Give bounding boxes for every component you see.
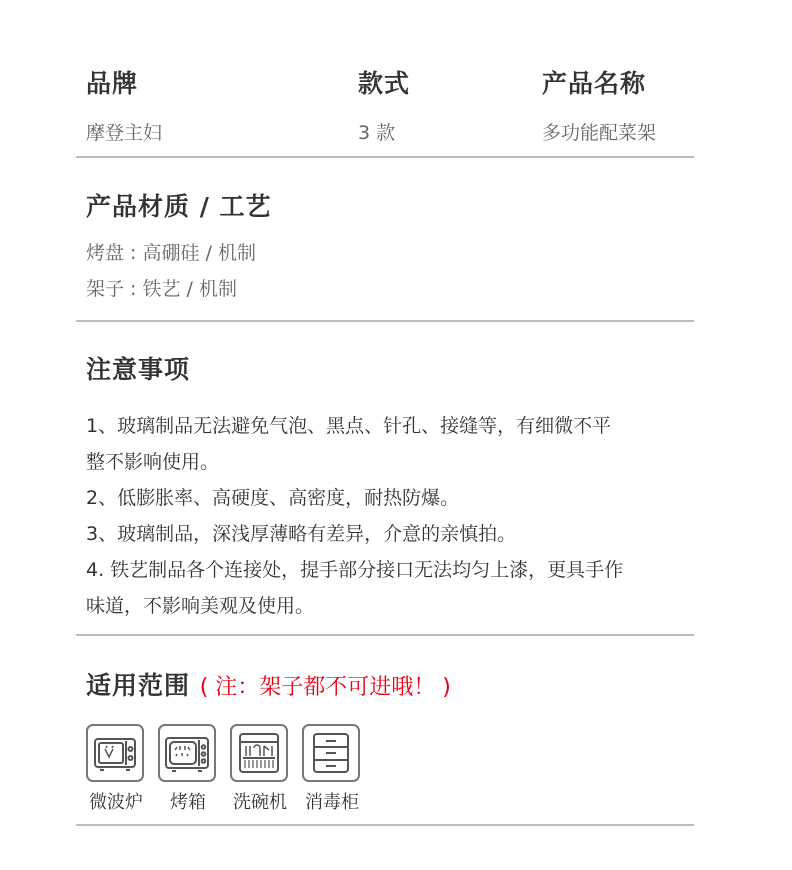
- notes-section: [86, 350, 694, 624]
- oven-icon: [158, 724, 216, 782]
- material-title: 产品材质 / 工艺: [86, 192, 272, 221]
- note-line: 2、低膨胀率、高硬度、高密度，耐热防爆。: [86, 487, 460, 509]
- microwave-icon: [86, 724, 144, 782]
- note-line: 4. 铁艺制品各个连接处，提手部分接口无法均匀上漆，更具手作: [86, 559, 624, 581]
- product-name-column: [542, 64, 656, 145]
- note-line: 3、玻璃制品，深浅厚薄略有差异，介意的亲慎拍。: [86, 523, 517, 545]
- sterilizer-cabinet-icon: [302, 724, 360, 782]
- material-line: 架子 : 铁艺 / 机制: [86, 278, 237, 300]
- usage-item-label: 洗碗机: [233, 792, 287, 813]
- usage-item-label: 微波炉: [89, 792, 143, 813]
- divider: [76, 156, 694, 158]
- note-line: 味道，不影响美观及使用。: [86, 595, 315, 617]
- divider: [76, 634, 694, 636]
- product-info-table: [86, 64, 694, 154]
- usage-icons: [86, 724, 374, 814]
- divider: [76, 320, 694, 322]
- usage-item-microwave: [86, 724, 146, 814]
- style-column: [358, 64, 410, 145]
- brand-header: 品牌: [86, 69, 139, 98]
- usage-item-dishwasher: [230, 724, 290, 814]
- style-header: 款式: [358, 69, 411, 98]
- usage-item-label: 烤箱: [170, 792, 206, 813]
- usage-item-sterilizer: [302, 724, 362, 814]
- divider: [76, 824, 694, 826]
- notes-title: 注意事项: [86, 355, 191, 384]
- usage-title-text: 适用范围: [86, 671, 191, 700]
- note-line: 整不影响使用。: [86, 451, 220, 473]
- usage-section: [86, 666, 694, 702]
- product-name-value: 多功能配菜架: [542, 122, 657, 144]
- material-section: [86, 187, 694, 307]
- note-line: 1、玻璃制品无法避免气泡、黑点、针孔、接缝等，有细微不平: [86, 415, 612, 437]
- usage-warning: ( 注：架子都不可进哦！ ): [199, 675, 451, 700]
- style-value: 3 款: [358, 122, 396, 144]
- usage-item-label: 消毒柜: [305, 792, 359, 813]
- brand-column: [86, 64, 162, 145]
- usage-title: [86, 666, 694, 702]
- usage-item-oven: [158, 724, 218, 814]
- product-name-header: 产品名称: [542, 69, 647, 98]
- brand-value: 摩登主妇: [86, 122, 163, 144]
- material-line: 烤盘 : 高硼硅 / 机制: [86, 242, 256, 264]
- dishwasher-icon: [230, 724, 288, 782]
